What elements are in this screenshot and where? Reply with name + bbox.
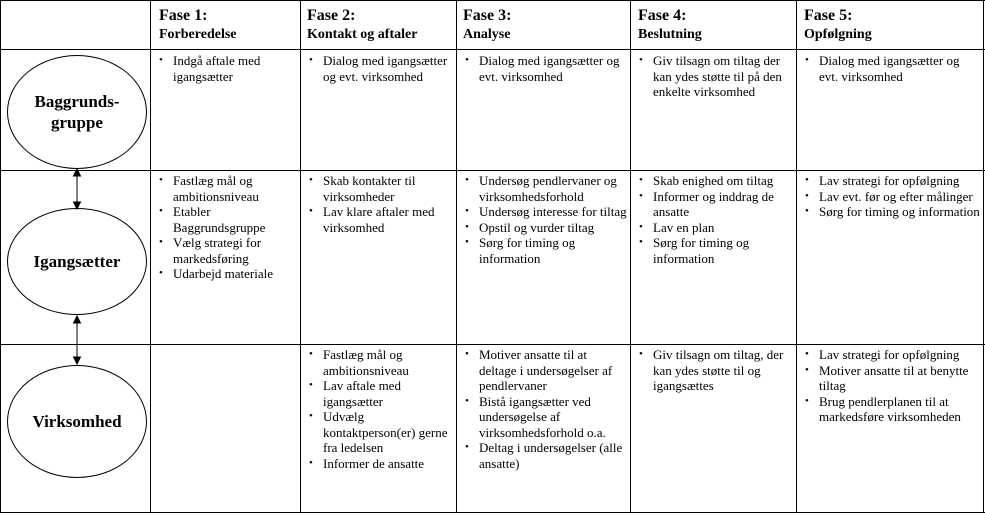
bullet-item: • Brug pendlerplanen til at markedsføre virksomheden — [799, 394, 981, 425]
cell-igangsaetter-fase2 — [303, 173, 453, 235]
bullet-item: • Etabler Baggrundsgruppe — [153, 204, 298, 235]
bullet-item: • Sørg for timing og information — [459, 235, 627, 266]
phase-name: Opfølgning — [804, 27, 872, 42]
bullet-item: • Informer og inddrag de ansatte — [633, 189, 793, 220]
phase-name: Analyse — [463, 27, 511, 42]
phase-name: Beslutning — [638, 27, 702, 42]
cell-igangsaetter-fase5 — [799, 173, 981, 220]
bullet-item: • Giv tilsagn om tiltag, der kan ydes støtte til og igangsættes — [633, 347, 793, 394]
bullet-item: • Giv tilsagn om tiltag der kan ydes støtte til på den enkelte virksomhed — [633, 53, 793, 100]
bullet-item: • Dialog med igangsætter og evt. virksomhed — [459, 53, 627, 84]
bullet-item: • Lav evt. før og efter målinger — [799, 189, 981, 205]
bullet-item: • Skab kontakter til virksomheder — [303, 173, 453, 204]
bullet-item: • Lav aftale med igangsætter — [303, 378, 453, 409]
phase-name: Forberedelse — [159, 27, 237, 42]
bullet-item: • Lav strategi for opfølgning — [799, 173, 981, 189]
cell-virksomhed-fase5 — [799, 347, 981, 425]
bullet-item: • Lav en plan — [633, 220, 793, 236]
bullet-item: • Fastlæg mål og ambitionsniveau — [153, 173, 298, 204]
bullet-item: • Undersøg interesse for tiltag — [459, 204, 627, 220]
cell-baggrundsgruppe-fase4 — [633, 53, 793, 100]
cell-baggrundsgruppe-fase5 — [799, 53, 981, 84]
bullet-item: • Informer de ansatte — [303, 456, 453, 472]
phase-number: Fase 4: — [638, 7, 687, 24]
cell-baggrundsgruppe-fase3 — [459, 53, 627, 84]
phase-name: Kontakt og aftaler — [307, 27, 418, 42]
bullet-item: • Sørg for timing og information — [633, 235, 793, 266]
cell-igangsaetter-fase4 — [633, 173, 793, 266]
bullet-item: • Vælg strategi for markedsføring — [153, 235, 298, 266]
bullet-item: • Udarbejd materiale — [153, 266, 298, 282]
bullet-item: • Undersøg pendlervaner og virksomhedsforhold — [459, 173, 627, 204]
bullet-item: • Motiver ansatte til at deltage i undersøgelser af pendlervaner — [459, 347, 627, 394]
phase-number: Fase 1: — [159, 7, 208, 24]
arrow-baggrundsgruppe-igangsaetter — [74, 169, 81, 209]
arrow-igangsaetter-virksomhed — [74, 316, 81, 364]
phase-number: Fase 2: — [307, 7, 356, 24]
actor-label: gruppe — [51, 113, 103, 132]
bullet-item: • Udvælg kontaktperson(er) gerne fra ledelsen — [303, 409, 453, 456]
bullet-item: • Motiver ansatte til at benytte tiltag — [799, 363, 981, 394]
actor-label: Virksomhed — [32, 411, 122, 431]
cell-virksomhed-fase2 — [303, 347, 453, 471]
bullet-item: • Deltag i undersøgelser (alle ansatte) — [459, 440, 627, 471]
actor-label: Igangsætter — [33, 251, 121, 271]
phase-number: Fase 3: — [463, 7, 512, 24]
bullet-item: • Lav strategi for opfølgning — [799, 347, 981, 363]
phase-number: Fase 5: — [804, 7, 853, 24]
bullet-item: • Bistå igangsætter ved undersøgelse af virksomhedsforhold o.a. — [459, 394, 627, 441]
cell-baggrundsgruppe-fase2 — [303, 53, 453, 84]
bullet-item: • Opstil og vurder tiltag — [459, 220, 627, 236]
bullet-item: • Dialog med igangsætter og evt. virksomhed — [303, 53, 453, 84]
bullet-item: • Skab enighed om tiltag — [633, 173, 793, 189]
actor-label: Baggrunds- — [34, 92, 120, 111]
bullet-item: • Sørg for timing og information — [799, 204, 981, 220]
cell-igangsaetter-fase1 — [153, 173, 298, 282]
bullet-item: • Fastlæg mål og ambitionsniveau — [303, 347, 453, 378]
cell-virksomhed-fase4 — [633, 347, 793, 394]
bullet-item: • Lav klare aftaler med virksomhed — [303, 204, 453, 235]
cell-baggrundsgruppe-fase1 — [153, 53, 298, 84]
cell-igangsaetter-fase3 — [459, 173, 627, 266]
bullet-item: • Dialog med igangsætter og evt. virksomhed — [799, 53, 981, 84]
cell-virksomhed-fase3 — [459, 347, 627, 471]
bullet-item: • Indgå aftale med igangsætter — [153, 53, 298, 84]
